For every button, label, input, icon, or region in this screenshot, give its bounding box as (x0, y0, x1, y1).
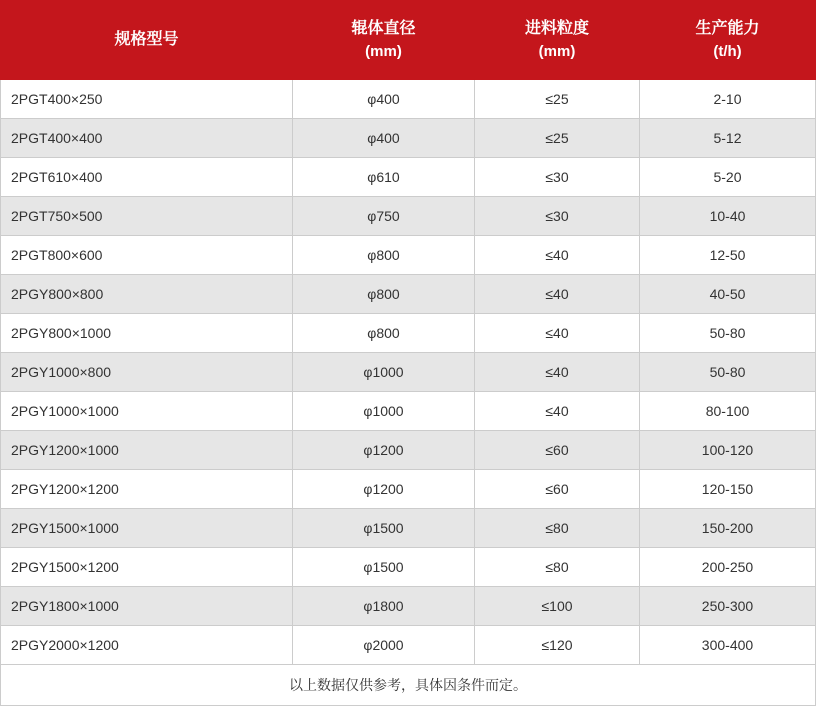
column-header-capacity (640, 1, 816, 80)
cell-model: 2PGY1800×1000 (1, 587, 293, 626)
cell-capacity: 300-400 (640, 626, 816, 665)
cell-model: 2PGY800×800 (1, 275, 293, 314)
cell-model: 2PGT750×500 (1, 197, 293, 236)
cell-capacity: 120-150 (640, 470, 816, 509)
cell-model: 2PGY1200×1000 (1, 431, 293, 470)
column-header-model-title: 规格型号 (114, 31, 179, 48)
cell-capacity: 150-200 (640, 509, 816, 548)
cell-feed-size: ≤120 (475, 626, 640, 665)
cell-feed-size: ≤25 (475, 80, 640, 119)
table-footer (1, 665, 816, 706)
table-row (1, 236, 816, 275)
cell-feed-size: ≤40 (475, 236, 640, 275)
table-row (1, 275, 816, 314)
column-header-feed-size-unit: (mm) (538, 42, 576, 60)
table-header (1, 1, 816, 80)
cell-roller-diameter: φ1200 (293, 431, 475, 470)
table-row (1, 158, 816, 197)
cell-feed-size: ≤40 (475, 275, 640, 314)
column-header-roller-diameter-title: 辊体直径 (351, 19, 416, 37)
column-header-capacity-title: 生产能力 (695, 19, 760, 37)
table-row (1, 197, 816, 236)
table-row (1, 470, 816, 509)
column-header-roller-diameter (293, 1, 475, 80)
table-row (1, 431, 816, 470)
cell-model: 2PGY1200×1200 (1, 470, 293, 509)
cell-model: 2PGY1000×800 (1, 353, 293, 392)
cell-capacity: 50-80 (640, 353, 816, 392)
cell-roller-diameter: φ1500 (293, 509, 475, 548)
cell-feed-size: ≤80 (475, 548, 640, 587)
cell-capacity: 2-10 (640, 80, 816, 119)
cell-roller-diameter: φ1000 (293, 353, 475, 392)
cell-model: 2PGY1000×1000 (1, 392, 293, 431)
column-header-feed-size-title: 进料粒度 (524, 19, 589, 37)
cell-roller-diameter: φ1800 (293, 587, 475, 626)
table-row (1, 626, 816, 665)
column-header-roller-diameter-unit: (mm) (365, 42, 402, 60)
cell-roller-diameter: φ2000 (293, 626, 475, 665)
cell-feed-size: ≤30 (475, 158, 640, 197)
cell-roller-diameter: φ800 (293, 236, 475, 275)
cell-capacity: 10-40 (640, 197, 816, 236)
cell-capacity: 250-300 (640, 587, 816, 626)
cell-feed-size: ≤60 (475, 470, 640, 509)
cell-roller-diameter: φ610 (293, 158, 475, 197)
cell-feed-size: ≤40 (475, 353, 640, 392)
footer-note: 以上数据仅供参考，具体因条件而定。 (1, 665, 816, 706)
table-row (1, 314, 816, 353)
cell-feed-size: ≤100 (475, 587, 640, 626)
cell-model: 2PGY1500×1200 (1, 548, 293, 587)
cell-roller-diameter: φ1500 (293, 548, 475, 587)
cell-roller-diameter: φ1200 (293, 470, 475, 509)
cell-roller-diameter: φ1000 (293, 392, 475, 431)
cell-model: 2PGT800×600 (1, 236, 293, 275)
table-row (1, 392, 816, 431)
cell-feed-size: ≤40 (475, 392, 640, 431)
table-row (1, 509, 816, 548)
cell-capacity: 200-250 (640, 548, 816, 587)
table-row (1, 548, 816, 587)
cell-roller-diameter: φ400 (293, 119, 475, 158)
cell-capacity: 80-100 (640, 392, 816, 431)
cell-model: 2PGY800×1000 (1, 314, 293, 353)
cell-feed-size: ≤40 (475, 314, 640, 353)
cell-model: 2PGY1500×1000 (1, 509, 293, 548)
table-row (1, 119, 816, 158)
cell-model: 2PGY2000×1200 (1, 626, 293, 665)
table-header-row (1, 1, 816, 80)
cell-roller-diameter: φ750 (293, 197, 475, 236)
table-footer-row (1, 665, 816, 706)
cell-model: 2PGT400×250 (1, 80, 293, 119)
cell-feed-size: ≤30 (475, 197, 640, 236)
table-row (1, 587, 816, 626)
cell-capacity: 5-12 (640, 119, 816, 158)
cell-model: 2PGT610×400 (1, 158, 293, 197)
cell-roller-diameter: φ800 (293, 275, 475, 314)
cell-capacity: 5-20 (640, 158, 816, 197)
column-header-feed-size (475, 1, 640, 80)
column-header-model (1, 1, 293, 80)
table-row (1, 80, 816, 119)
table-row (1, 353, 816, 392)
cell-capacity: 100-120 (640, 431, 816, 470)
cell-capacity: 40-50 (640, 275, 816, 314)
cell-feed-size: ≤25 (475, 119, 640, 158)
cell-feed-size: ≤60 (475, 431, 640, 470)
cell-capacity: 50-80 (640, 314, 816, 353)
cell-model: 2PGT400×400 (1, 119, 293, 158)
cell-feed-size: ≤80 (475, 509, 640, 548)
cell-capacity: 12-50 (640, 236, 816, 275)
table-body (1, 80, 816, 665)
column-header-capacity-unit: (t/h) (713, 42, 742, 60)
cell-roller-diameter: φ400 (293, 80, 475, 119)
cell-roller-diameter: φ800 (293, 314, 475, 353)
